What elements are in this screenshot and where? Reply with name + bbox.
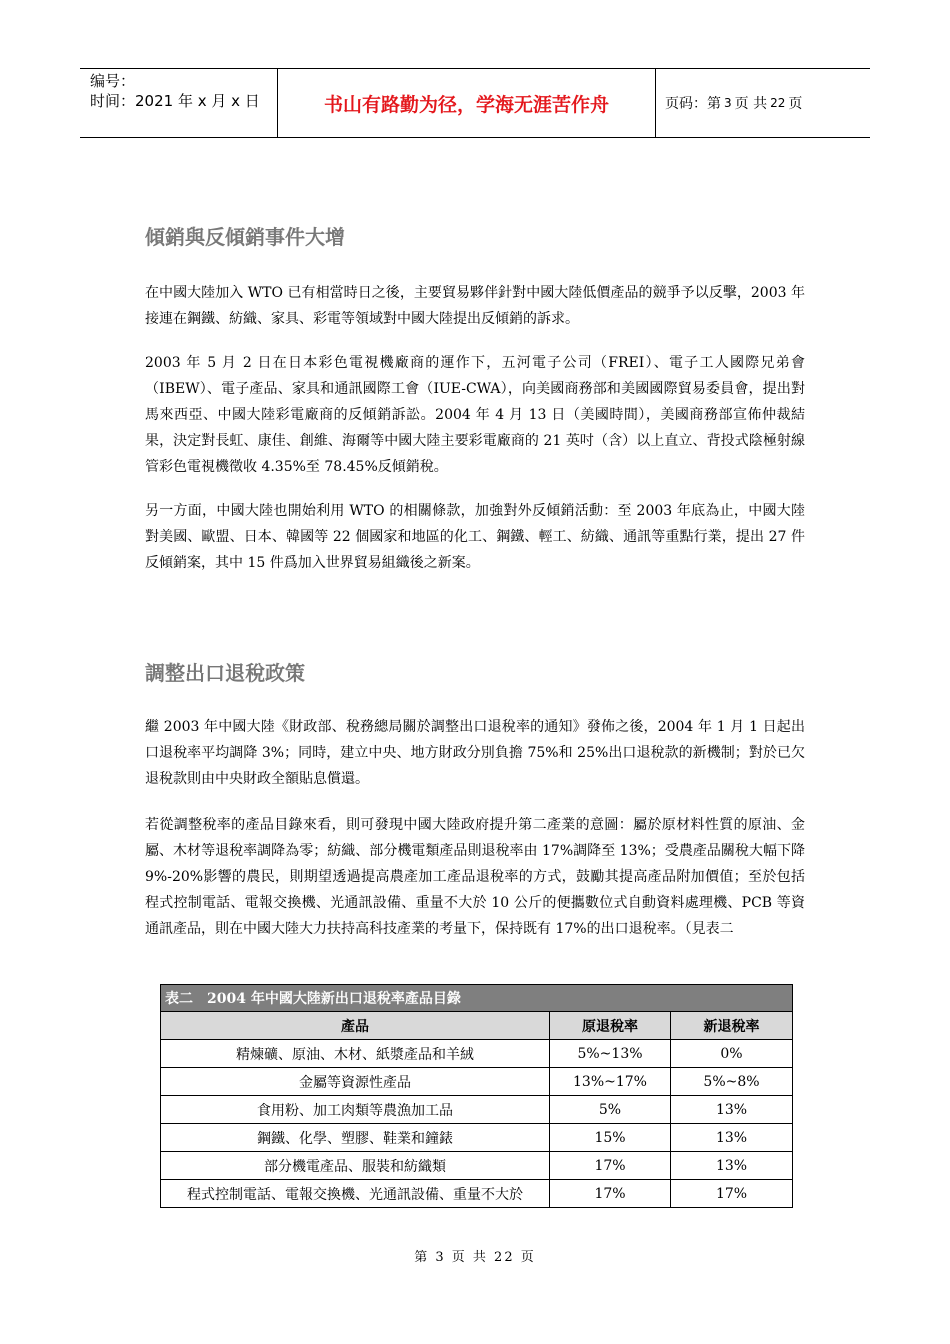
- page-prefix: 页码：第: [665, 96, 721, 112]
- table-cell: 鋼鐵、化學、塑膠、鞋業和鐘錶: [161, 1124, 550, 1152]
- header-motto: 书山有路勤为径，学海无涯苦作舟: [323, 93, 609, 116]
- table-row: [161, 1096, 793, 1124]
- paragraph: 繼 2003 年中國大陸《財政部、稅務總局關於調整出口退稅率的通知》發佈之後，2004 年 1 月 1 日起出口退稅率平均調降 3%；同時，建立中央、地方財政分別負擔 75%和 25%出口退稅款的新機制；對於已欠退稅款則由中央財政全額貼息償還。: [145, 719, 805, 787]
- table-cell: 食用粉、加工肉類等農漁加工品: [161, 1096, 550, 1124]
- header-info: [80, 69, 278, 137]
- table-cell: 17%: [550, 1180, 671, 1208]
- table-cell: 13%: [671, 1152, 793, 1180]
- column-header: 新退稅率: [671, 1012, 793, 1040]
- table-cell: 5%~8%: [671, 1068, 793, 1096]
- table-cell: 17%: [550, 1152, 671, 1180]
- table-header-row: [161, 1012, 793, 1040]
- table-caption: 表二 2004 年中國大陸新出口退稅率產品目錄: [161, 985, 793, 1012]
- table-cell: 17%: [671, 1180, 793, 1208]
- page-total: 22: [770, 96, 786, 110]
- table-cell: 部分機電產品、服裝和紡織類: [161, 1152, 550, 1180]
- table-cell: 0%: [671, 1040, 793, 1068]
- section-heading: 傾銷與反傾銷事件大增: [145, 225, 345, 249]
- page-current: 3: [724, 96, 732, 110]
- page-mid: 页 共: [734, 96, 768, 112]
- paragraph: 2003 年 5 月 2 日在日本彩色電視機廠商的運作下，五河電子公司（FREI）、電子工人國際兄弟會（IBEW）、電子產品、家具和通訊國際工會（IUE-CWA），向美國商務部和美國國際貿易委員會，提出對馬來西亞、中國大陸彩電廠商的反傾銷訴訟。2004 年 4 月 13 日（美國時間），美國商務部宣佈仲裁結果，決定對長虹、康佳、創維、海爾等中國大陸主要彩電廠商的 21 英吋（含）以上直立、背投式陰極射線管彩色電視機徵收 4.35%至 78.45%反傾銷稅。: [145, 355, 805, 475]
- table-cell: 13%: [671, 1124, 793, 1152]
- header-motto-cell: [278, 69, 656, 137]
- table-row: [161, 1124, 793, 1152]
- table-cell: 5%~13%: [550, 1040, 671, 1068]
- section-heading: 調整出口退稅政策: [145, 661, 305, 685]
- column-header: 原退稅率: [550, 1012, 671, 1040]
- page-footer: 第 3 页 共 22 页: [414, 1250, 536, 1265]
- date-label: 时间：2021 年 x 月 x 日: [90, 92, 260, 110]
- table-caption-row: [161, 985, 793, 1012]
- tax-rate-table: [160, 984, 793, 1208]
- code-label: 编号：: [90, 72, 136, 90]
- table-cell: 13%~17%: [550, 1068, 671, 1096]
- table-row: [161, 1040, 793, 1068]
- table-cell: 程式控制電話、電報交換機、光通訊設備、重量不大於: [161, 1180, 550, 1208]
- column-header: 產品: [161, 1012, 550, 1040]
- table-row: [161, 1152, 793, 1180]
- paragraph: 若從調整稅率的產品目錄來看，則可發現中國大陸政府提升第二產業的意圖：屬於原材料性質的原油、金屬、木材等退稅率調降為零；紡織、部分機電類產品則退稅率由 17%調降至 13%；受農產品關稅大幅下降 9%-20%影響的農民，則期望透過提高農產加工產品退稅率的方式，鼓勵其提高產品附加價值；至於包括程式控制電話、電報交換機、光通訊設備、重量不大於 10 公斤的便攜數位式自動資料處理機、PCB 等資通訊產品，則在中國大陸大力扶持高科技產業的考量下，保持既有 17%的出口退稅率。（見表二: [145, 817, 805, 937]
- table-cell: 15%: [550, 1124, 671, 1152]
- table-row: [161, 1180, 793, 1208]
- table-cell: 精煉礦、原油、木材、紙漿產品和羊絨: [161, 1040, 550, 1068]
- paragraph: 另一方面，中國大陸也開始利用 WTO 的相關條款，加強對外反傾銷活動：至 2003 年底為止，中國大陸對美國、歐盟、日本、韓國等 22 個國家和地區的化工、鋼鐵、輕工、紡織、通訊等重點行業，提出 27 件反傾銷案，其中 15 件爲加入世界貿易組織後之新案。: [145, 503, 805, 571]
- page-header: [80, 68, 870, 138]
- page-suffix: 页: [788, 96, 803, 112]
- table-row: [161, 1068, 793, 1096]
- table-cell: 金屬等資源性產品: [161, 1068, 550, 1096]
- paragraph: 在中國大陸加入 WTO 已有相當時日之後，主要貿易夥伴針對中國大陸低價產品的競爭予以反擊，2003 年接連在鋼鐵、紡織、家具、彩電等領域對中國大陸提出反傾銷的訴求。: [145, 285, 805, 327]
- table-cell: 5%: [550, 1096, 671, 1124]
- header-page-number: [655, 69, 870, 137]
- table-cell: 13%: [671, 1096, 793, 1124]
